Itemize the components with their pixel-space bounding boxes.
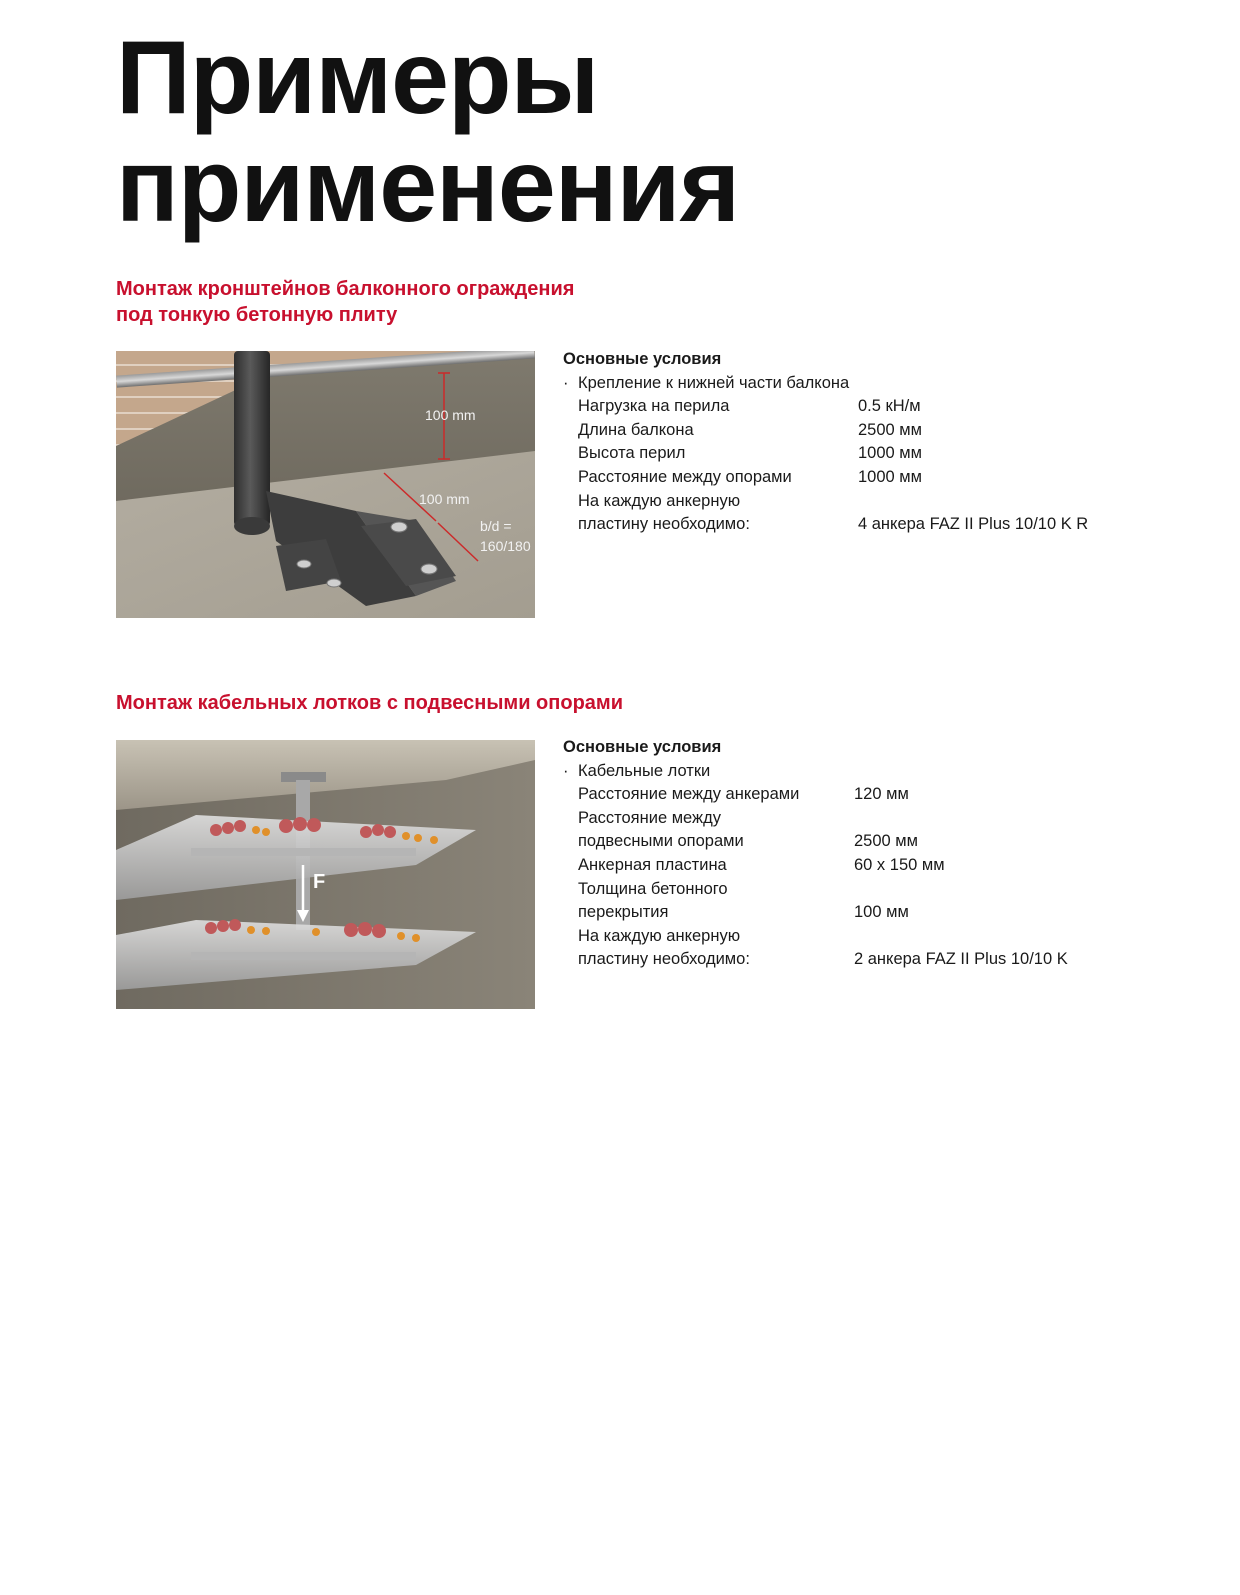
- conditions-heading: Основные условия: [563, 350, 722, 368]
- condition-value: 1000 мм: [858, 444, 922, 463]
- section-balcony-railing: [116, 276, 1126, 621]
- condition-row: [563, 878, 1123, 902]
- condition-value: 120 мм: [854, 785, 909, 804]
- condition-label: На каждую анкерную: [578, 491, 741, 510]
- condition-row: [563, 925, 1123, 949]
- conditions-block: [563, 736, 1123, 972]
- cable-tray-illustration: [116, 740, 535, 1009]
- condition-row: [563, 948, 1123, 972]
- condition-value: [858, 490, 1123, 514]
- condition-value: 1000 мм: [858, 467, 922, 486]
- condition-value: 60 x 150 мм: [854, 855, 945, 874]
- conditions-lead: · Кабельные лотки: [563, 760, 1123, 784]
- section-cable-trays: [116, 690, 1126, 1020]
- condition-label: На каждую анкерную: [578, 926, 741, 945]
- condition-value: [854, 925, 1123, 949]
- condition-label: Расстояние между опорами: [578, 467, 792, 486]
- condition-label: пластину необходимо:: [578, 950, 750, 969]
- condition-value: 2 анкера FAZ II Plus 10/10 K: [854, 950, 1068, 969]
- condition-row: [563, 783, 1123, 807]
- condition-label: Толщина бетонного: [578, 879, 728, 898]
- force-label: F: [313, 871, 326, 893]
- condition-row: [563, 419, 1123, 443]
- condition-row: [563, 513, 1123, 537]
- section-title-line: под тонкую бетонную плиту: [116, 304, 398, 326]
- page-title-line: применения: [116, 128, 740, 244]
- condition-label: Расстояние между: [578, 808, 721, 827]
- conditions-block: [563, 348, 1123, 537]
- condition-value: [854, 878, 1123, 902]
- page-title-line: Примеры: [116, 20, 599, 136]
- cable-tray-drawing: [116, 740, 535, 1009]
- page-title: [116, 20, 740, 244]
- condition-label: Нагрузка на перила: [578, 397, 730, 416]
- condition-row: [563, 442, 1123, 466]
- condition-value: [854, 807, 1123, 831]
- section-title: [116, 276, 1126, 328]
- condition-row: [563, 830, 1123, 854]
- condition-row: [563, 490, 1123, 514]
- condition-label: Длина балкона: [578, 420, 694, 439]
- condition-value: 2500 мм: [854, 832, 918, 851]
- balcony-bracket-drawing: [116, 351, 535, 618]
- bd-ratio-value: 160/180: [480, 538, 531, 554]
- section-title-line: Монтаж кабельных лотков с подвесными опорами: [116, 692, 624, 714]
- condition-label: Высота перил: [578, 444, 686, 463]
- section-title-line: Монтаж кронштейнов балконного ограждения: [116, 278, 575, 300]
- condition-label: перекрытия: [578, 903, 669, 922]
- condition-row: [563, 466, 1123, 490]
- condition-row: [563, 807, 1123, 831]
- height-dimension-label: 100 mm: [425, 407, 476, 423]
- condition-row: [563, 901, 1123, 925]
- condition-label: подвесными опорами: [578, 832, 744, 851]
- bd-ratio-label: b/d =: [480, 518, 512, 534]
- conditions-lead: · Крепление к нижней части балкона: [563, 372, 1123, 396]
- condition-label: пластину необходимо:: [578, 515, 750, 534]
- section-title: [116, 690, 1126, 716]
- condition-value: 100 мм: [854, 903, 909, 922]
- conditions-heading: Основные условия: [563, 738, 722, 756]
- condition-row: [563, 395, 1123, 419]
- condition-value: 0.5 кН/м: [858, 397, 921, 416]
- condition-value: 2500 мм: [858, 420, 922, 439]
- condition-label: Расстояние между анкерами: [578, 785, 800, 804]
- balcony-bracket-illustration: [116, 351, 535, 618]
- condition-label: Анкерная пластина: [578, 855, 727, 874]
- width-dimension-label: 100 mm: [419, 491, 470, 507]
- condition-row: [563, 854, 1123, 878]
- condition-value: 4 анкера FAZ II Plus 10/10 K R: [858, 515, 1089, 534]
